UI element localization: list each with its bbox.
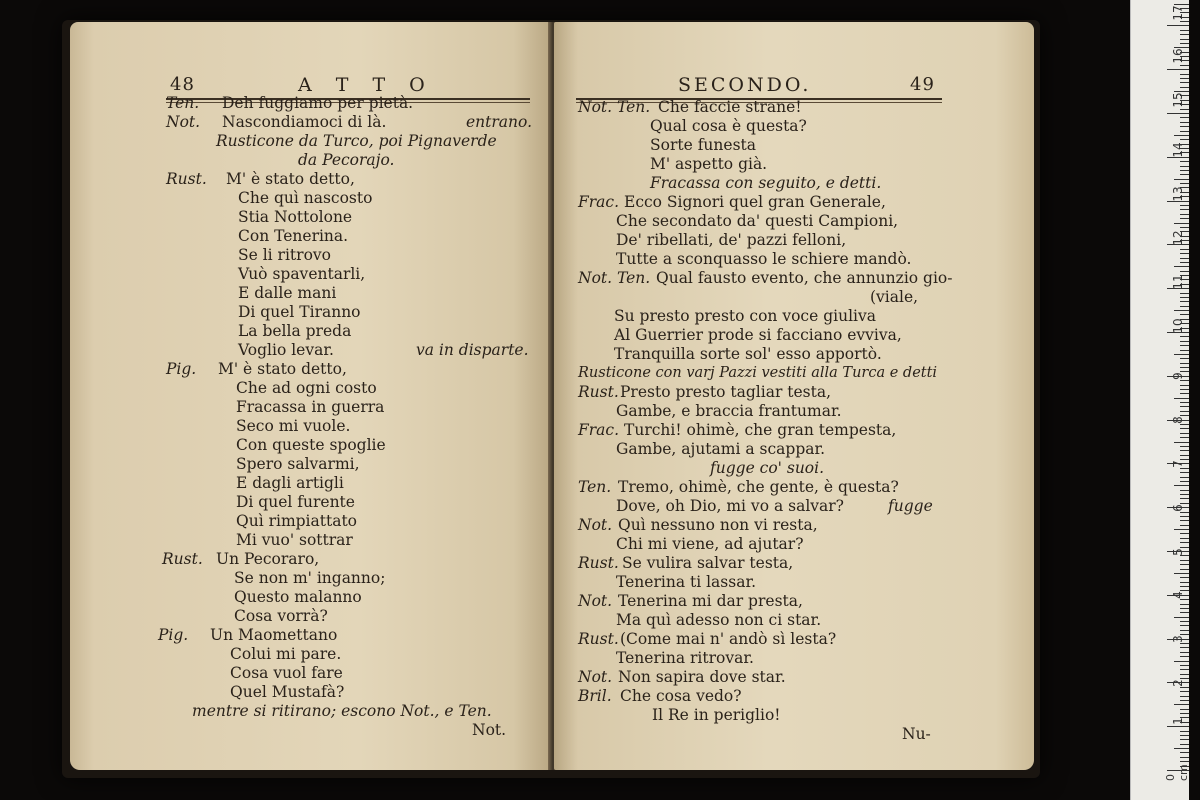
ruler-tick [1180,490,1189,491]
ruler-tick [1180,709,1189,710]
verse-line: Un Pecoraro, [216,550,320,568]
ruler-tick [1180,669,1189,670]
ruler-tick [1180,569,1189,570]
ruler-tick [1180,341,1189,342]
ruler-tick [1180,433,1189,434]
verse-line: E dalle mani [238,284,337,302]
verse-line: Che ad ogni costo [236,379,377,397]
ruler-tick [1180,744,1189,745]
ruler-tick [1174,354,1189,355]
ruler-number: 15 [1171,92,1185,108]
ruler-tick [1180,117,1189,118]
ruler-tick [1180,406,1189,407]
stage-direction: da Pecorajo. [298,151,395,169]
ruler-tick [1180,131,1189,132]
ruler-tick [1180,402,1189,403]
ruler-tick [1174,485,1189,486]
speaker: Pig. [166,360,197,378]
speaker: Not. [578,516,613,534]
ruler-tick [1180,293,1189,294]
ruler-number: 8 [1171,416,1185,424]
speaker: Rust. [578,383,619,401]
ruler-tick [1180,126,1189,127]
speaker: Bril. [578,687,612,705]
verse-line: Tremo, ohimè, che gente, è questa? [618,478,899,496]
verse-line: Turchi! ohimè, che gran tempesta, [624,421,897,439]
ruler-tick [1180,30,1189,31]
verse-line: Tenerina ritrovar. [616,649,754,667]
ruler-tick [1180,183,1189,184]
ruler-tick [1174,266,1189,267]
speaker: Ten. [166,94,200,112]
ruler-tick [1167,25,1189,26]
verse-line: Su presto presto con voce giuliva [614,307,876,325]
ruler-number: 12 [1171,230,1185,246]
ruler-tick [1180,174,1189,175]
verse-line: M' è stato detto, [218,360,347,378]
verse-line: Un Maomettano [210,626,338,644]
ruler-tick [1180,477,1189,478]
stage-direction: va in disparte. [416,341,529,359]
ruler-tick [1180,533,1189,534]
verse-line: Che secondato da' questi Campioni, [616,212,899,230]
speaker: Not. Ten. [578,98,651,116]
ruler-number: 6 [1171,504,1185,512]
verse-line: Chi mi viene, ad ajutar? [616,535,804,553]
ruler-tick [1180,253,1189,254]
verse-line: De' ribellati, de' pazzi felloni, [616,231,847,249]
verse-line: Il Re in periglio! [652,706,781,724]
ruler-tick [1180,494,1189,495]
speaker: Frac. [578,421,620,439]
speaker: Not. [578,668,613,686]
ruler-tick [1180,218,1189,219]
ruler-tick [1180,656,1189,657]
verse-line: Mi vuo' sottrar [236,531,353,549]
stage-direction: fugge co' suoi. [710,459,825,477]
ruler-tick [1180,87,1189,88]
measurement-ruler [1130,0,1189,800]
right-running-head: SECONDO. [678,74,812,96]
ruler-tick [1180,608,1189,609]
left-page-number: 48 [170,74,195,95]
verse-line: M' è stato detto, [226,170,355,188]
ruler-tick [1174,704,1189,705]
ruler-tick [1174,573,1189,574]
verse-line: Ma quì adesso non ci star. [616,611,822,629]
left-page [70,22,552,770]
ruler-tick [1180,34,1189,35]
ruler-tick [1174,442,1189,443]
right-page [554,22,1034,770]
ruler-tick [1180,258,1189,259]
ruler-tick [1180,652,1189,653]
ruler-tick [1180,43,1189,44]
ruler-tick [1180,297,1189,298]
ruler-tick [1180,577,1189,578]
speaker: Pig. [158,626,189,644]
ruler-tick [1180,700,1189,701]
verse-line: Voglio levar. [238,341,334,359]
ruler-tick [1180,345,1189,346]
ruler-tick [1180,205,1189,206]
ruler-tick [1180,166,1189,167]
ruler-number: 1 [1171,717,1185,725]
ruler-tick [1174,748,1189,749]
ruler-number: 4 [1171,591,1185,599]
ruler-tick [1180,170,1189,171]
ruler-tick [1174,310,1189,311]
ruler-tick [1180,564,1189,565]
verse-line: Con Tenerina. [238,227,349,245]
ruler-tick [1180,82,1189,83]
verse-line: Vuò spaventarli, [238,265,366,283]
ruler-tick [1180,731,1189,732]
verse-line: Ecco Signori quel gran Generale, [624,193,886,211]
ruler-number: 3 [1171,635,1185,643]
ruler-tick [1174,135,1189,136]
ruler-tick [1180,446,1189,447]
verse-line: Se li ritrovo [238,246,331,264]
speaker: Ten. [578,478,612,496]
ruler-tick [1180,752,1189,753]
verse-line: Fracassa in guerra [236,398,385,416]
ruler-tick [1174,529,1189,530]
verse-line: Seco mi vuole. [236,417,351,435]
catchword: Nu- [902,725,931,743]
verse-line: Nascondiamoci di là. [222,113,387,131]
ruler-number: 16 [1171,48,1185,64]
stage-direction: Fracassa con seguito, e detti. [650,174,882,192]
verse-line: Quì nessuno non vi resta, [618,516,818,534]
verse-line: Sorte funesta [650,136,756,154]
speaker: Not. [166,113,201,131]
ruler-tick [1180,520,1189,521]
verse-line: Cosa vorrà? [234,607,328,625]
ruler-number: 10 [1171,318,1185,334]
ruler-tick [1180,271,1189,272]
verse-line: Tenerina mi dar presta, [618,592,803,610]
ruler-tick [1167,113,1189,114]
ruler-tick [1180,39,1189,40]
ruler-tick [1180,301,1189,302]
ruler-tick [1180,122,1189,123]
verse-line: Al Guerrier prode si facciano evviva, [614,326,902,344]
verse-line: Gambe, e braccia frantumar. [616,402,842,420]
verse-line: Qual cosa è questa? [650,117,807,135]
ruler-tick [1180,538,1189,539]
left-running-head: A T T O [298,74,434,96]
ruler-number: 11 [1171,274,1185,290]
catchword: Not. [472,721,507,739]
ruler-number: 7 [1171,460,1185,468]
stage-direction: Rusticone da Turco, poi Pignaverde [216,132,497,150]
ruler-tick [1180,665,1189,666]
stage-direction: Rusticone con varj Pazzi vestiti alla Turca e detti [578,365,938,381]
ruler-tick [1180,350,1189,351]
ruler-tick [1180,437,1189,438]
speaker: Rust. [166,170,207,188]
verse-line: Qual fausto evento, che annunzio gio- [656,269,953,287]
ruler-tick [1180,336,1189,337]
verse-line: Deh fuggiamo per pietà. [222,94,414,112]
verse-line: Se non m' inganno; [234,569,386,587]
ruler-tick [1180,358,1189,359]
ruler-tick [1180,612,1189,613]
verse-line: (Come mai n' andò sì lesta? [620,630,837,648]
verse-line: Tranquilla sorte sol' esso apportò. [614,345,882,363]
speaker: Not. Ten. [578,269,651,287]
verse-line: La bella preda [238,322,352,340]
ruler-tick [1180,525,1189,526]
verse-line: Che faccie strane! [658,98,802,116]
verse-line: Questo malanno [234,588,362,606]
stage-direction: fugge [888,497,933,515]
verse-line: Dove, oh Dio, mi vo a salvar? [616,497,844,515]
ruler-tick [1180,306,1189,307]
verse-line: Quì rimpiattato [236,512,358,530]
speaker: Rust. [578,554,619,572]
ruler-tick [1174,223,1189,224]
speaker: Not. [578,592,613,610]
verse-line: Colui mi pare. [230,645,342,663]
ruler-tick [1180,625,1189,626]
ruler-tick [1180,214,1189,215]
ruler-tick [1180,249,1189,250]
verse-line: Che quì nascosto [238,189,373,207]
verse-line: Spero salvarmi, [236,455,360,473]
ruler-tick [1180,450,1189,451]
verse-line: (viale, [870,288,919,306]
ruler-tick [1174,617,1189,618]
ruler-tick [1180,389,1189,390]
right-page-number: 49 [910,74,935,95]
ruler-tick [1180,74,1189,75]
verse-line: E dagli artigli [236,474,344,492]
verse-line: M' aspetto già. [650,155,768,173]
ruler-tick [1180,696,1189,697]
ruler-tick [1167,69,1189,70]
ruler-tick [1180,262,1189,263]
verse-line: Tutte a sconquasso le schiere mandò. [616,250,912,268]
ruler-tick [1174,661,1189,662]
ruler-tick [1180,363,1189,364]
verse-line: Di quel Tiranno [238,303,361,321]
ruler-number: 5 [1171,548,1185,556]
verse-line: Presto presto tagliar testa, [620,383,832,401]
ruler-tick [1180,78,1189,79]
ruler-unit-label: 0 cm [1164,764,1190,781]
ruler-number: 2 [1171,679,1185,687]
speaker: Rust. [162,550,203,568]
verse-line: Con queste spoglie [236,436,386,454]
ruler-tick [1174,179,1189,180]
ruler-tick [1180,227,1189,228]
ruler-tick [1180,314,1189,315]
verse-line: Quel Mustafà? [230,683,345,701]
verse-line: Stia Nottolone [238,208,353,226]
ruler-tick [1180,582,1189,583]
verse-line: Gambe, ajutami a scappar. [616,440,826,458]
speaker: Rust. [578,630,619,648]
ruler-tick [1180,209,1189,210]
ruler-tick [1180,481,1189,482]
verse-line: Cosa vuol fare [230,664,343,682]
verse-line: Che cosa vedo? [620,687,742,705]
ruler-tick [1174,398,1189,399]
ruler-number: 9 [1171,372,1185,380]
verse-line: Se vulira salvar testa, [622,554,794,572]
ruler-tick [1180,739,1189,740]
ruler-number: 14 [1171,142,1185,158]
ruler-tick [1180,735,1189,736]
ruler-tick [1180,621,1189,622]
stage-direction: entrano. [466,113,533,131]
ruler-tick [1180,161,1189,162]
verse-line: Di quel furente [236,493,355,511]
verse-line: Tenerina ti lassar. [616,573,757,591]
ruler-number: 13 [1171,186,1185,202]
verse-line: Non sapira dove star. [618,668,786,686]
ruler-tick [1180,393,1189,394]
speaker: Frac. [578,193,620,211]
ruler-number: 17 [1171,5,1185,21]
stage-direction: mentre si ritirano; escono Not., e Ten. [192,702,492,720]
